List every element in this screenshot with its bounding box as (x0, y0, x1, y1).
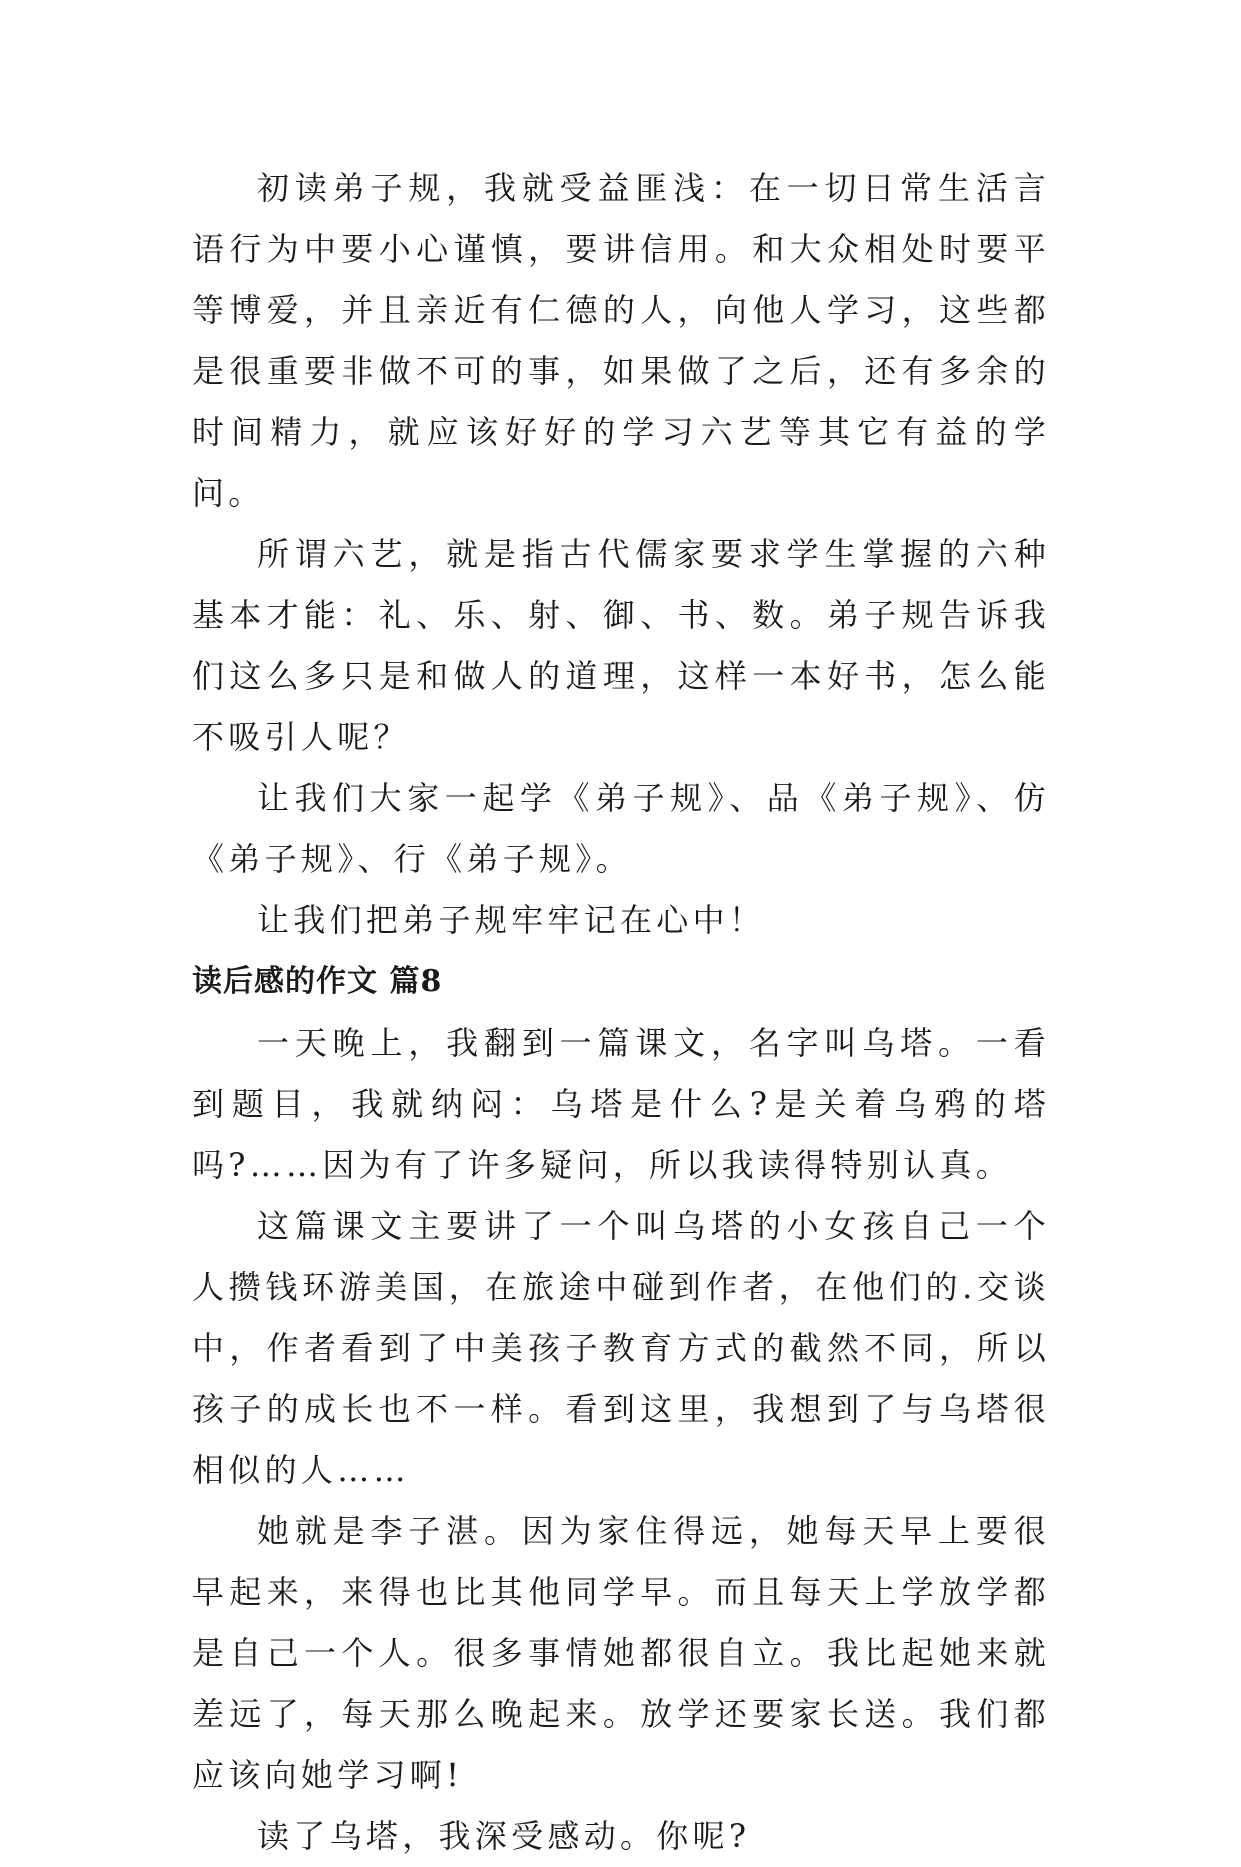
paragraph-8: 读了乌塔，我深受感动。你呢? (257, 1817, 751, 1855)
paragraph-1: 初读弟子规，我就受益匪浅：在一切日常生活言语行为中要小心谨慎，要讲信用。和大众相处时要平等博爱，并且亲近有仁德的人，向他人学习，这些都是很重要非做不可的事，如果做了之后，还有多余的时间精力，就应该好好的学习六艺等其它有益的学问。 (192, 169, 1050, 512)
paragraph-5: 一天晚上，我翻到一篇课文，名字叫乌塔。一看到题目，我就纳闷：乌塔是什么?是关着乌鸦的塔吗?……因为有了许多疑问，所以我读得特别认真。 (192, 1024, 1050, 1184)
paragraph-4: 让我们把弟子规牢牢记在心中！ (257, 901, 766, 939)
paragraph-3: 让我们大家一起学《弟子规》、品《弟子规》、仿《弟子规》、行《弟子规》。 (192, 779, 1050, 878)
paragraph-6: 这篇课文主要讲了一个叫乌塔的小女孩自己一个人攒钱环游美国，在旅途中碰到作者，在他们的.交谈中，作者看到了中美孩子教育方式的截然不同，所以孩子的成长也不一样。看到这里，我想到了与乌塔很相似的人…… (192, 1207, 1050, 1489)
paragraph-2: 所谓六艺，就是指古代儒家要求学生掌握的六种基本才能：礼、乐、射、御、书、数。弟子规告诉我们这么多只是和做人的道理，这样一本好书，怎么能不吸引人呢？ (192, 535, 1050, 756)
paragraph-7: 她就是李子湛。因为家住得远，她每天早上要很早起来，来得也比其他同学早。而且每天上学放学都是自己一个人。很多事情她都很自立。我比起她来就差远了，每天那么晚起来。放学还要家长送。我们都应该向她学习啊! (192, 1512, 1050, 1794)
document-body (192, 158, 1050, 1867)
section-heading: 读后感的作文 篇8 (192, 964, 443, 999)
